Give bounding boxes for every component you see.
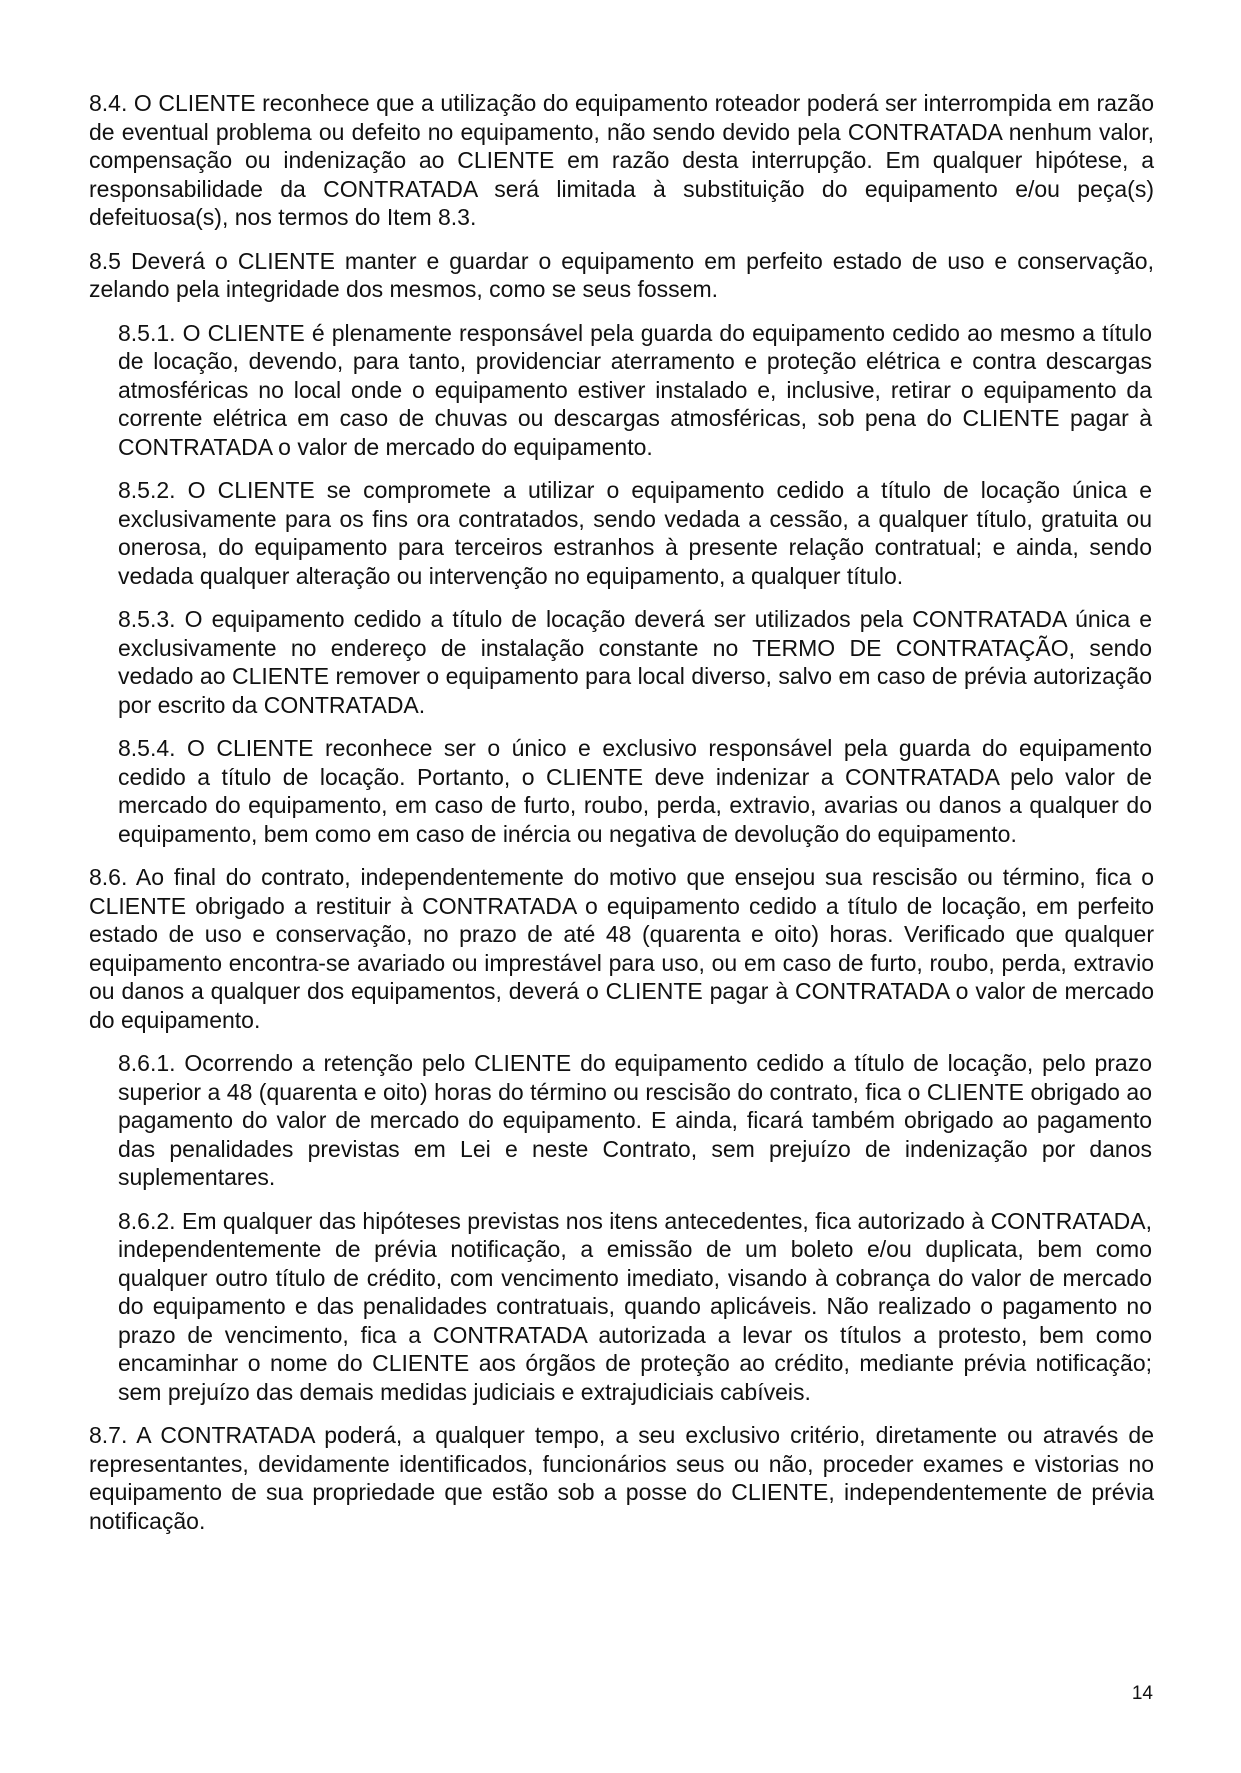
clause-8-5-2: 8.5.2. O CLIENTE se compromete a utilizar o equipamento cedido a título de locação única e exclusivamente para os fins ora contratados, sendo vedada a cessão, a qualquer título, gratuita ou onerosa, do equipamento para terceiros estranhos à presente relação contratual; e ainda, sendo vedada qualquer alteração ou intervenção no equipamento, a qualquer título. — [118, 477, 1152, 589]
clause-8-6-2: 8.6.2. Em qualquer das hipóteses previstas nos itens antecedentes, fica autorizado à CONTRATADA, independentemente de prévia notificação, a emissão de um boleto e/ou duplicata, bem como qualquer outro título de crédito, com vencimento imediato, visando à cobrança do valor de mercado do equipamento e das penalidades contratuais, quando aplicáveis. Não realizado o pagamento no prazo de vencimento, fica a CONTRATADA autorizada a levar os títulos a protesto, bem como encaminhar o nome do CLIENTE aos órgãos de proteção ao crédito, mediante prévia notificação; sem prejuízo das demais medidas judiciais e extrajudiciais cabíveis. — [118, 1207, 1152, 1405]
document-page — [89, 89, 1154, 1550]
clause-8-7: 8.7. A CONTRATADA poderá, a qualquer tempo, a seu exclusivo critério, diretamente ou através de representantes, devidamente identificados, funcionários seus ou não, proceder exames e vistorias no equipamento de sua propriedade que estão sob a posse do CLIENTE, independentemente de prévia notificação. — [89, 1422, 1154, 1534]
clause-8-5-1: 8.5.1. O CLIENTE é plenamente responsável pela guarda do equipamento cedido ao mesmo a título de locação, devendo, para tanto, providenciar aterramento e proteção elétrica e contra descargas atmosféricas no local onde o equipamento estiver instalado e, inclusive, retirar o equipamento da corrente elétrica em caso de chuvas ou descargas atmosféricas, sob pena do CLIENTE pagar à CONTRATADA o valor de mercado do equipamento. — [118, 319, 1152, 460]
clause-8-5: 8.5 Deverá o CLIENTE manter e guardar o equipamento em perfeito estado de uso e conservação, zelando pela integridade dos mesmos, como se seus fossem. — [89, 247, 1154, 302]
clause-8-5-4: 8.5.4. O CLIENTE reconhece ser o único e exclusivo responsável pela guarda do equipamento cedido a título de locação. Portanto, o CLIENTE deve indenizar a CONTRATADA pelo valor de mercado do equipamento, em caso de furto, roubo, perda, extravio, avarias ou danos a qualquer do equipamento, bem como em caso de inércia ou negativa de devolução do equipamento. — [118, 735, 1152, 847]
clause-8-4: 8.4. O CLIENTE reconhece que a utilização do equipamento roteador poderá ser interrompida em razão de eventual problema ou defeito no equipamento, não sendo devido pela CONTRATADA nenhum valor, compensação ou indenização ao CLIENTE em razão desta interrupção. Em qualquer hipótese, a responsabilidade da CONTRATADA será limitada à substituição do equipamento e/ou peça(s) defeituosa(s), nos termos do Item 8.3. — [89, 90, 1154, 230]
clause-8-6: 8.6. Ao final do contrato, independentemente do motivo que ensejou sua rescisão ou término, fica o CLIENTE obrigado a restituir à CONTRATADA o equipamento cedido a título de locação, em perfeito estado de uso e conservação, no prazo de até 48 (quarenta e oito) horas. Verificado que qualquer equipamento encontra-se avariado ou imprestável para uso, ou em caso de furto, roubo, perda, extravio ou danos a qualquer dos equipamentos, deverá o CLIENTE pagar à CONTRATADA o valor de mercado do equipamento. — [89, 864, 1154, 1033]
clause-8-6-1: 8.6.1. Ocorrendo a retenção pelo CLIENTE do equipamento cedido a título de locação, pelo prazo superior a 48 (quarenta e oito) horas do término ou rescisão do contrato, fica o CLIENTE obrigado ao pagamento do valor de mercado do equipamento. E ainda, ficará também obrigado ao pagamento das penalidades previstas em Lei e neste Contrato, sem prejuízo de indenização por danos suplementares. — [118, 1050, 1152, 1190]
clause-8-5-3: 8.5.3. O equipamento cedido a título de locação deverá ser utilizados pela CONTRATADA única e exclusivamente no endereço de instalação constante no TERMO DE CONTRATAÇÃO, sendo vedado ao CLIENTE remover o equipamento para local diverso, salvo em caso de prévia autorização por escrito da CONTRATADA. — [118, 606, 1152, 718]
page-number: 14 — [1131, 1683, 1153, 1704]
